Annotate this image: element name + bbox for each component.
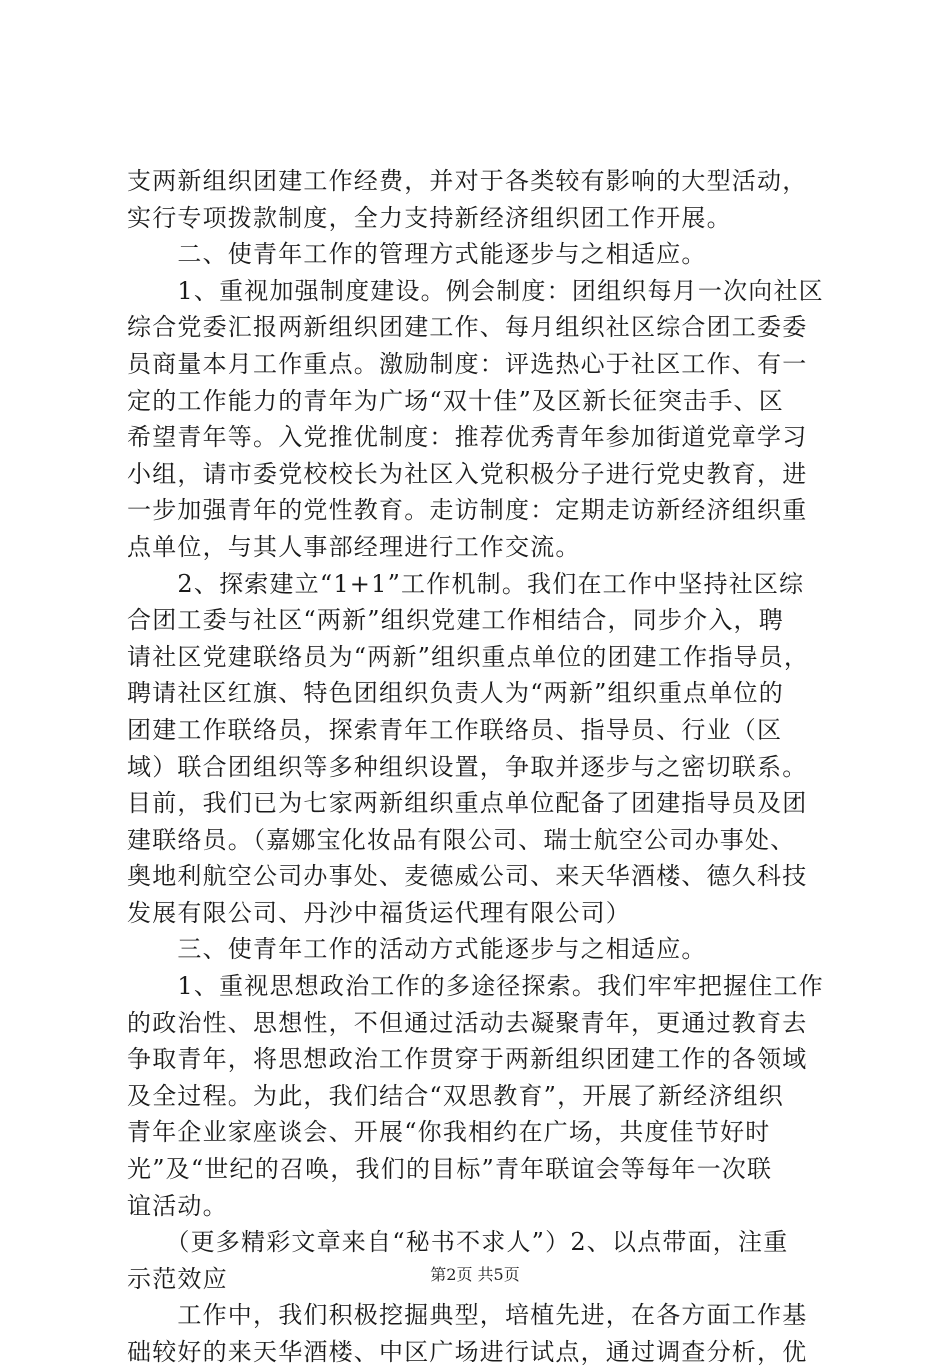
text-line: 光”及“世纪的召唤，我们的目标”青年联谊会等每年一次联 (127, 1155, 773, 1184)
text-line: 示范效应 (127, 1264, 228, 1293)
text-line: 请社区党建联络员为“两新”组织重点单位的团建工作指导员， (127, 642, 810, 671)
text-line: 建联络员。（嘉娜宝化妆品有限公司、瑞士航空公司办事处、 (127, 825, 796, 854)
text-line: 综合党委汇报两新组织团建工作、每月组织社区综合团工委委 (127, 313, 808, 342)
text-line: 合团工委与社区“两新”组织党建工作相结合，同步介入，聘 (127, 606, 784, 635)
text-line: 发展有限公司、丹沙中福货运代理有限公司） (127, 898, 631, 927)
text-line: 及全过程。为此，我们结合“双思教育”，开展了新经济组织 (127, 1081, 784, 1110)
text-line: （更多精彩文章来自“秘书不求人”）2、以点带面，注重 (127, 1228, 789, 1257)
text-line: 定的工作能力的青年为广场“双十佳”及区新长征突击手、区 (127, 386, 784, 415)
page-number-footer: 第2页 共5页 (430, 1265, 520, 1284)
text-line: 聘请社区红旗、特色团组织负责人为“两新”组织重点单位的 (127, 679, 784, 708)
text-line: 工作中，我们积极挖掘典型，培植先进，在各方面工作基 (127, 1301, 808, 1330)
text-line: 青年企业家座谈会、开展“你我相约在广场，共度佳节好时 (127, 1118, 771, 1147)
section-heading: 二、使青年工作的管理方式能逐步与之相适应。 (127, 240, 707, 269)
text-line: 谊活动。 (127, 1191, 228, 1220)
section-heading: 三、使青年工作的活动方式能逐步与之相适应。 (127, 935, 707, 964)
text-line: 一步加强青年的党性教育。走访制度：定期走访新经济组织重 (127, 496, 808, 525)
text-line: 实行专项拨款制度，全力支持新经济组织团工作开展。 (127, 203, 732, 232)
text-line: 支两新组织团建工作经费，并对于各类较有影响的大型活动， (127, 167, 808, 195)
text-line: 础较好的来天华酒楼、中区广场进行试点，通过调查分析，优 (127, 1338, 808, 1366)
text-line: 团建工作联络员，探索青年工作联络员、指导员、行业（区 (127, 715, 783, 744)
text-line: 域）联合团组织等多种组织设置，争取并逐步与之密切联系。 (127, 752, 808, 781)
text-line: 希望青年等。入党推优制度：推荐优秀青年参加街道党章学习 (127, 423, 808, 452)
text-line: 1、重视思想政治工作的多途径探索。我们牢牢把握住工作 (127, 972, 824, 1001)
text-line: 点单位，与其人事部经理进行工作交流。 (127, 532, 581, 561)
text-line: 员商量本月工作重点。激励制度：评选热心于社区工作、有一 (127, 349, 808, 378)
document-body (127, 163, 827, 1371)
text-line: 争取青年，将思想政治工作贯穿于两新组织团建工作的各领域 (127, 1045, 808, 1074)
text-line: 小组，请市委党校校长为社区入党积极分子进行党史教育，进 (127, 459, 808, 488)
text-line: 2、探索建立“1+1”工作机制。我们在工作中坚持社区综 (127, 569, 805, 598)
text-line: 目前，我们已为七家两新组织重点单位配备了团建指导员及团 (127, 789, 808, 818)
text-line: 1、重视加强制度建设。例会制度：团组织每月一次向社区 (127, 276, 824, 305)
text-line: 奥地利航空公司办事处、麦德威公司、来天华酒楼、德久科技 (127, 862, 808, 891)
text-line: 的政治性、思想性，不但通过活动去凝聚青年，更通过教育去 (127, 1008, 808, 1037)
